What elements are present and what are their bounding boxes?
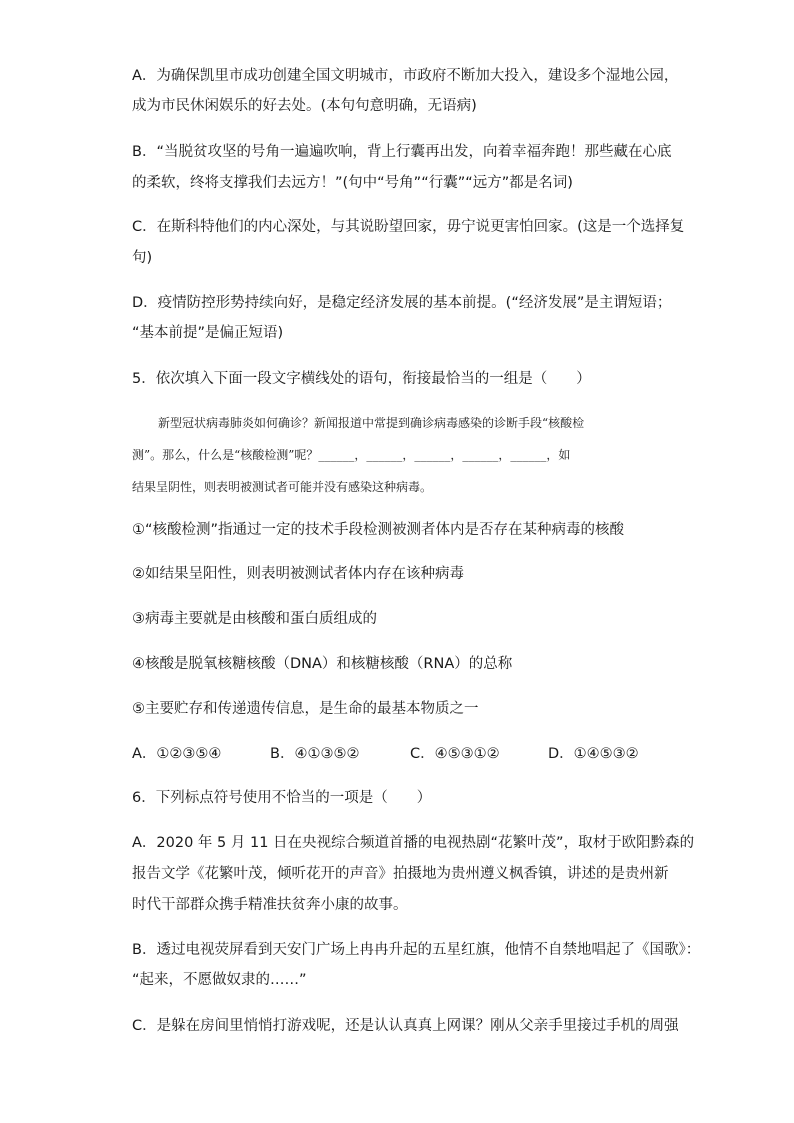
q6-option-b-line1: B．透过电视荧屏看到天安门广场上冉冉升起的五星红旗，他情不自禁地唱起了《国歌》： (132, 942, 701, 958)
q5-choices (132, 744, 672, 764)
q5-choice-c: C．④⑤③①② (410, 746, 500, 762)
q4-option-d-line1: D．疫情防控形势持续向好，是稳定经济发展的基本前提。(“经济发展”是主谓短语； (132, 295, 672, 311)
q5-passage-line2: 测”。那么，什么是“核酸检测”呢？______，______，______，______，______，如 (132, 448, 571, 462)
q4-option-d-line2: “基本前提”是偏正短语) (132, 325, 284, 341)
q4-option-c-line1: C．在斯科特他们的内心深处，与其说盼望回家，毋宁说更害怕回家。(这是一个选择复 (132, 219, 685, 235)
q5-passage-line3: 结果呈阴性，则表明被测试者可能并没有感染这种病毒。 (132, 480, 433, 494)
q5-item-4: ④核酸是脱氧核糖核酸（DNA）和核糖核酸（RNA）的总称 (132, 656, 513, 672)
q5-item-2: ②如结果呈阳性，则表明被测试者体内存在该种病毒 (132, 566, 464, 582)
q6-option-a-line3: 时代干部群众携手精准扶贫奔小康的故事。 (132, 897, 408, 913)
q6-option-a-line1: A．2020 年 5 月 11 日在央视综合频道首播的电视热剧“花繁叶茂”，取材于欧阳黔森的 (132, 835, 695, 851)
q6-option-c-line1: C．是躲在房间里悄悄打游戏呢，还是认认真真上网课？刚从父亲手里接过手机的周强 (132, 1018, 679, 1034)
q5-choice-d: D．①④⑤③② (548, 746, 639, 762)
q5-passage-line1: 新型冠状病毒肺炎如何确诊？新闻报道中常提到确诊病毒感染的诊断手段“核酸检 (158, 416, 585, 430)
q4-option-b-line2: 的柔软，终将支撑我们去远方！”(句中“号角”“行囊”“远方”都是名词) (132, 175, 573, 191)
q5-choice-a: A．①②③⑤④ (132, 746, 222, 762)
q5-item-1: ①“核酸检测”指通过一定的技术手段检测被测者体内是否存在某种病毒的核酸 (132, 522, 625, 538)
q5-item-3: ③病毒主要就是由核酸和蛋白质组成的 (132, 611, 377, 627)
q6-option-a-line2: 报告文学《花繁叶茂，倾听花开的声音》拍摄地为贵州遵义枫香镇，讲述的是贵州新 (132, 866, 669, 882)
q6-option-b-line2: “起来，不愿做奴隶的……” (132, 972, 307, 988)
q4-option-b-line1: B．“当脱贫攻坚的号角一遍遍吹响，背上行囊再出发，向着幸福奔跑！那些藏在心底 (132, 144, 672, 160)
q4-option-c-line2: 句) (132, 250, 153, 266)
q5-stem: 5．依次填入下面一段文字横线处的语句，衔接最恰当的一组是（ ） (132, 371, 591, 387)
q5-item-5: ⑤主要贮存和传递遗传信息，是生命的最基本物质之一 (132, 701, 479, 717)
q4-option-a-line1: A．为确保凯里市成功创建全国文明城市，市政府不断加大投入，建设多个湿地公园， (132, 68, 679, 84)
q4-option-a-line2: 成为市民休闲娱乐的好去处。(本句句意明确，无语病) (132, 98, 477, 114)
q5-choice-b: B．④①③⑤② (270, 746, 360, 762)
q6-stem: 6．下列标点符号使用不恰当的一项是（ ） (132, 790, 432, 806)
